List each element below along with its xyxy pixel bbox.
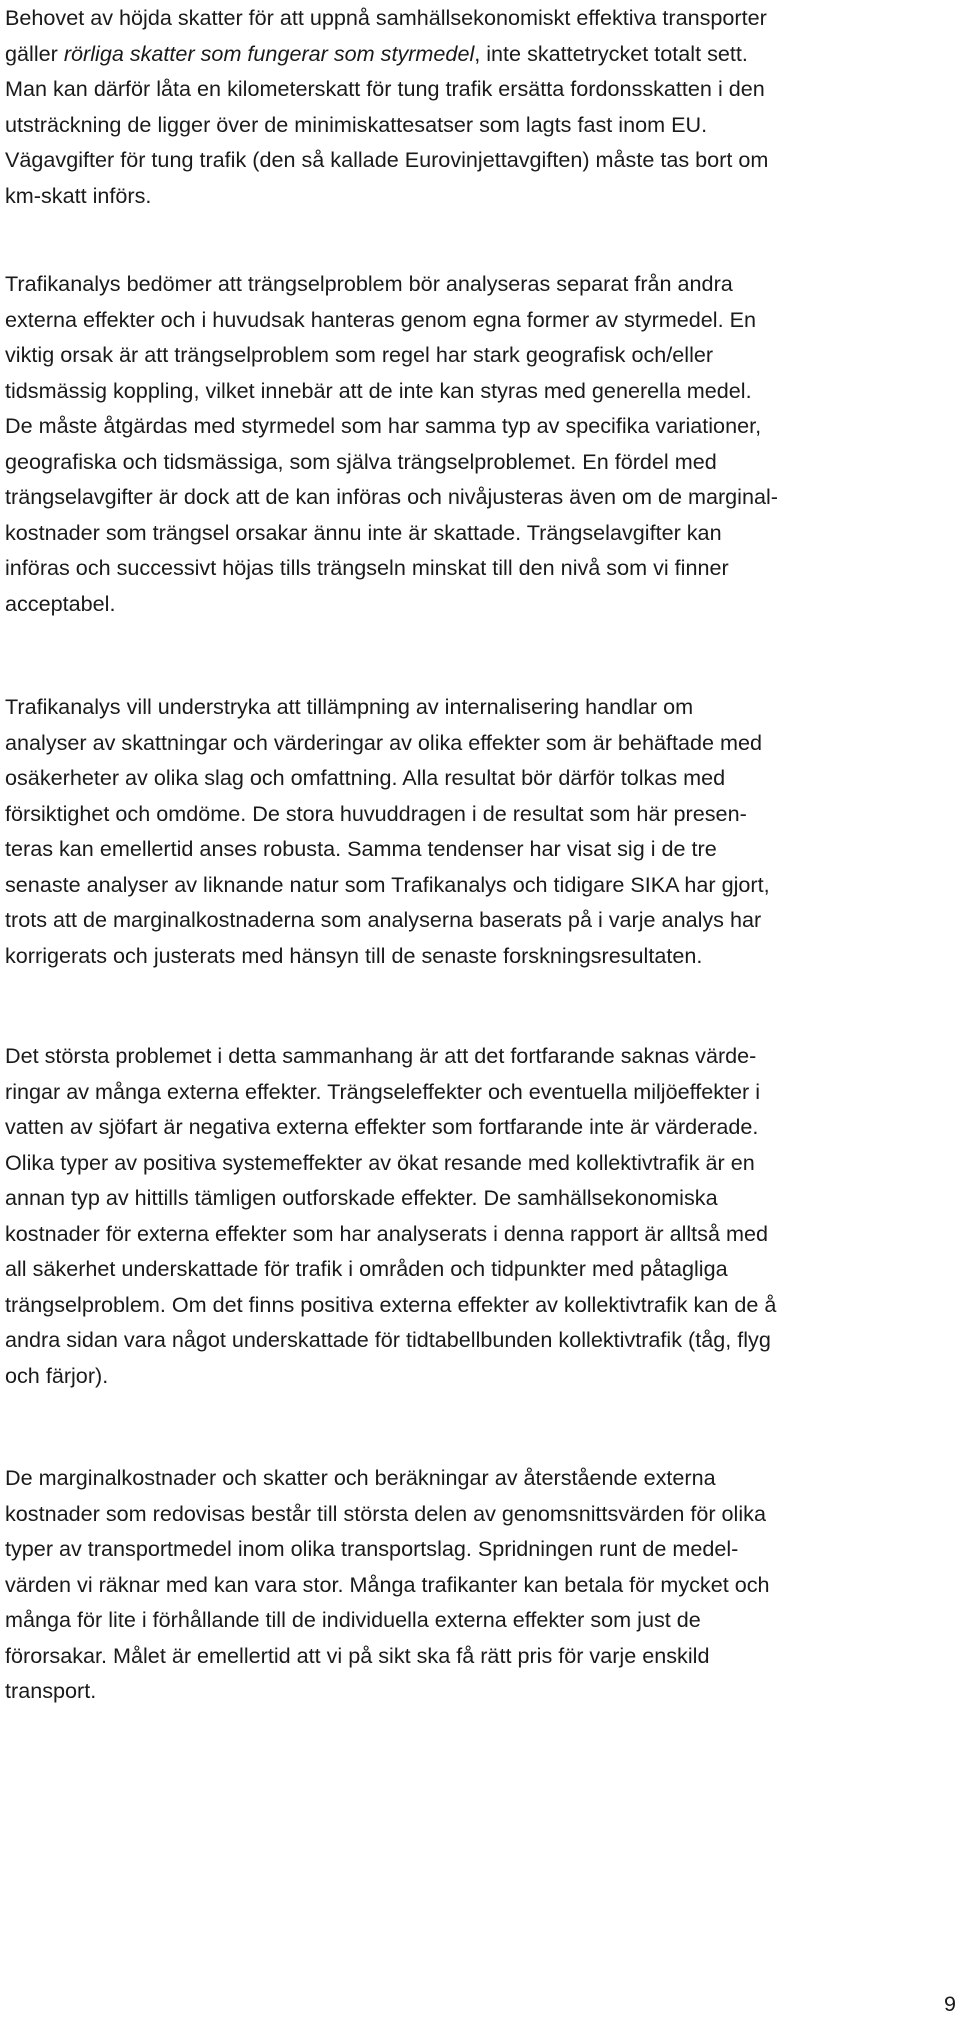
page-number: 9 <box>943 1991 956 2016</box>
text-line: externa effekter och i huvudsak hanteras genom egna former av styrmedel. En <box>5 306 756 332</box>
text-line: kostnader för externa effekter som har analyserats i denna rapport är alltså med <box>5 1220 768 1246</box>
text-line: utsträckning de ligger över de minimiskattesatser som lagts fast inom EU. <box>5 111 708 137</box>
text-line: kostnader som trängsel orsakar ännu inte är skattade. Trängselavgifter kan <box>5 519 722 545</box>
text-line: tidsmässig koppling, vilket innebär att de inte kan styras med generella medel. <box>5 377 752 403</box>
text-line: typer av transportmedel inom olika transportslag. Spridningen runt de medel- <box>5 1536 739 1561</box>
text-run: gäller <box>5 40 58 66</box>
text-line: De marginalkostnader och skatter och beräkningar av återstående externa <box>5 1465 716 1490</box>
text-line: osäkerheter av olika slag och omfattning. Alla resultat bör därför tolkas med <box>5 765 726 790</box>
paragraph-congestion <box>5 266 951 621</box>
text-line: ringar av många externa effekter. Trängseleffekter och eventuella miljöeffekter i <box>5 1078 761 1104</box>
text-line: Vägavgifter för tung trafik (den så kallade Eurovinjettavgiften) måste tas bort om <box>5 147 769 172</box>
text-line: Olika typer av positiva systemeffekter av ökat resande med kollektivtrafik är en <box>5 1149 755 1175</box>
text-line: teras kan emellertid anses robusta. Samma tendenser har visat sig i de tre <box>5 836 717 861</box>
paragraph-averages <box>5 1460 951 1709</box>
text-line: försiktighet och omdöme. De stora huvuddragen i de resultat som här presen- <box>5 800 747 826</box>
text-line <box>5 36 951 72</box>
paragraph-uncertainty <box>5 689 951 973</box>
text-line: annan typ av hittills tämligen outforskade effekter. De samhällsekonomiska <box>5 1185 718 1210</box>
text-line: andra sidan vara något underskattade för tidtabellbunden kollektivtrafik (tåg, flyg <box>5 1327 771 1352</box>
text-line: vatten av sjöfart är negativa externa effekter som fortfarande inte är värderade. <box>5 1114 759 1139</box>
text-line: trängselavgifter är dock att de kan införas och nivåjusteras även om de marginal- <box>5 484 778 509</box>
text-line: korrigerats och justerats med hänsyn till de senaste forskningsresultaten. <box>5 942 703 968</box>
paragraph-valuation-gaps <box>5 1038 951 1393</box>
text-line: Trafikanalys bedömer att trängselproblem bör analyseras separat från andra <box>5 271 733 296</box>
text-line: senaste analyser av liknande natur som Trafikanalys och tidigare SIKA har gjort, <box>5 871 770 897</box>
text-line: all säkerhet underskattade för trafik i områden och tidpunkter med påtagliga <box>5 1256 728 1281</box>
text-line: Man kan därför låta en kilometerskatt för tung trafik ersätta fordonsskatten i den <box>5 76 765 101</box>
text-line: geografiska och tidsmässiga, som själva trängselproblemet. En fördel med <box>5 448 717 474</box>
text-line: värden vi räknar med kan vara stor. Många trafikanter kan betala för mycket och <box>5 1571 770 1597</box>
text-line: Det största problemet i detta sammanhang är att det fortfarande saknas värde- <box>5 1043 757 1068</box>
emphasis-text: rörliga skatter som fungerar som styrmedel <box>57 40 475 66</box>
text-line: och färjor). <box>5 1362 109 1388</box>
paragraph-taxes <box>5 0 951 213</box>
text-line: trängselproblem. Om det finns positiva externa effekter av kollektivtrafik kan de å <box>5 1291 777 1317</box>
text-run: , inte skattetrycket totalt sett. <box>474 40 748 66</box>
text-line: trots att de marginalkostnaderna som analyserna baserats på i varje analys har <box>5 907 762 932</box>
text-line: Trafikanalys vill understryka att tillämpning av internalisering handlar om <box>5 694 694 719</box>
text-line: transport. <box>5 1678 97 1703</box>
text-line: många för lite i förhållande till de individuella externa effekter som just de <box>5 1607 701 1632</box>
text-line: acceptabel. <box>5 590 116 616</box>
text-line: Behovet av höjda skatter för att uppnå samhällsekonomiskt effektiva transporter <box>5 5 767 30</box>
text-line: analyser av skattningar och värderingar av olika effekter som är behäftade med <box>5 729 762 755</box>
text-line: förorsakar. Målet är emellertid att vi på sikt ska få rätt pris för varje enskild <box>5 1642 710 1668</box>
text-line: införas och successivt höjas tills trängseln minskat till den nivå som vi finner <box>5 555 729 580</box>
text-line: viktig orsak är att trängselproblem som regel har stark geografisk och/eller <box>5 342 714 367</box>
text-line: kostnader som redovisas består till största delen av genomsnittsvärden för olika <box>5 1500 766 1526</box>
text-line: De måste åtgärdas med styrmedel som har samma typ av specifika variationer, <box>5 413 762 438</box>
text-line: km-skatt införs. <box>5 182 152 208</box>
